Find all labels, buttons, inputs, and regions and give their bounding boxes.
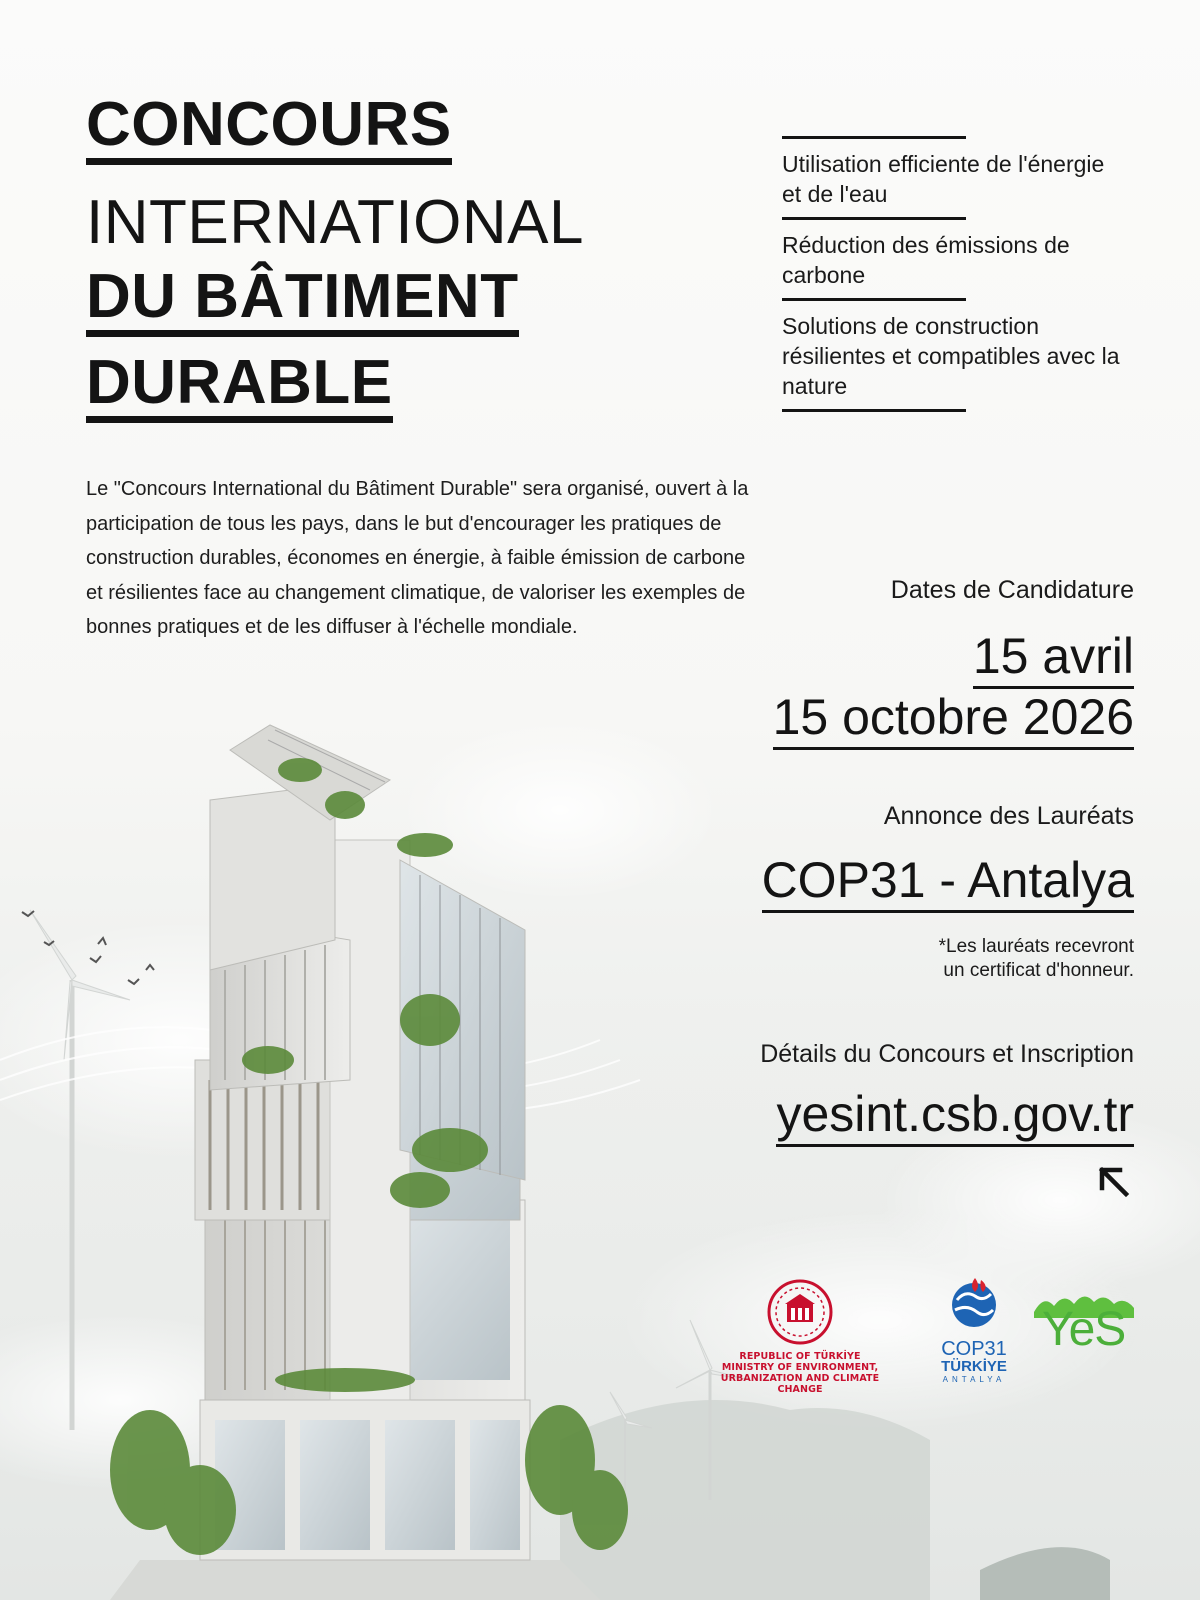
ministry-name-line: MINISTRY OF ENVIRONMENT, bbox=[721, 1362, 879, 1373]
application-dates-label: Dates de Candidature bbox=[890, 576, 1134, 604]
description-text: Le "Concours International du Bâtiment Durable" sera organisé, ouvert à la participation de tous les pays, dans le but d'encourager les pratiques de construction durables, économes en énergie, à faible émission de carbone et résilientes face au changement climatique, de valoriser les exemples de bonnes pratiques et de les diffuser à l'échelle mondiale. bbox=[86, 478, 749, 638]
cop31-city: ANTALYA bbox=[942, 1375, 1006, 1384]
yes-wordmark: YeS bbox=[1042, 1303, 1126, 1356]
poster-title bbox=[86, 92, 706, 436]
ministry-emblem-icon bbox=[765, 1278, 835, 1346]
title-line-concours: CONCOURS bbox=[86, 92, 452, 165]
application-start-date: 15 avril bbox=[973, 628, 1134, 689]
winners-announcement-label: Annonce des Lauréats bbox=[883, 802, 1134, 830]
application-end-date: 15 octobre 2026 bbox=[773, 689, 1134, 750]
details-link[interactable] bbox=[776, 1086, 1134, 1147]
ministry-name-line: URBANIZATION AND CLIMATE CHANGE bbox=[720, 1373, 880, 1395]
winners-announcement-value bbox=[762, 852, 1134, 913]
arrow-up-left-icon bbox=[1094, 1162, 1134, 1202]
cop31-name: COP31 bbox=[941, 1338, 1007, 1360]
title-line-du-batiment: DU BÂTIMENT bbox=[86, 264, 519, 337]
winners-location: COP31 - Antalya bbox=[762, 852, 1134, 913]
website-url[interactable]: yesint.csb.gov.tr bbox=[776, 1086, 1134, 1147]
application-dates bbox=[773, 628, 1134, 750]
feature-item: Utilisation efficiente de l'énergie et de l'eau bbox=[782, 151, 1105, 207]
features-list bbox=[782, 136, 1122, 412]
certificate-note bbox=[939, 935, 1134, 983]
cop31-country: TÜRKİYE bbox=[941, 1358, 1007, 1375]
yes-logo bbox=[1034, 1288, 1134, 1368]
title-line-international: INTERNATIONAL bbox=[86, 188, 584, 257]
feature-item: Solutions de construction résilientes et compatibles avec la nature bbox=[782, 313, 1120, 399]
ministry-name-line: REPUBLIC OF TÜRKİYE bbox=[739, 1351, 861, 1362]
cop31-globe-icon bbox=[945, 1276, 1003, 1330]
feature-item: Réduction des émissions de carbone bbox=[782, 232, 1070, 288]
divider bbox=[782, 409, 966, 412]
certificate-note-line: *Les lauréats recevront bbox=[938, 936, 1134, 957]
ministry-logo bbox=[700, 1278, 900, 1395]
details-label: Détails du Concours et Inscription bbox=[760, 1040, 1134, 1068]
certificate-note-line: un certificat d'honneur. bbox=[943, 960, 1134, 981]
title-line-durable: DURABLE bbox=[86, 350, 393, 423]
cop31-logo bbox=[928, 1276, 1020, 1386]
